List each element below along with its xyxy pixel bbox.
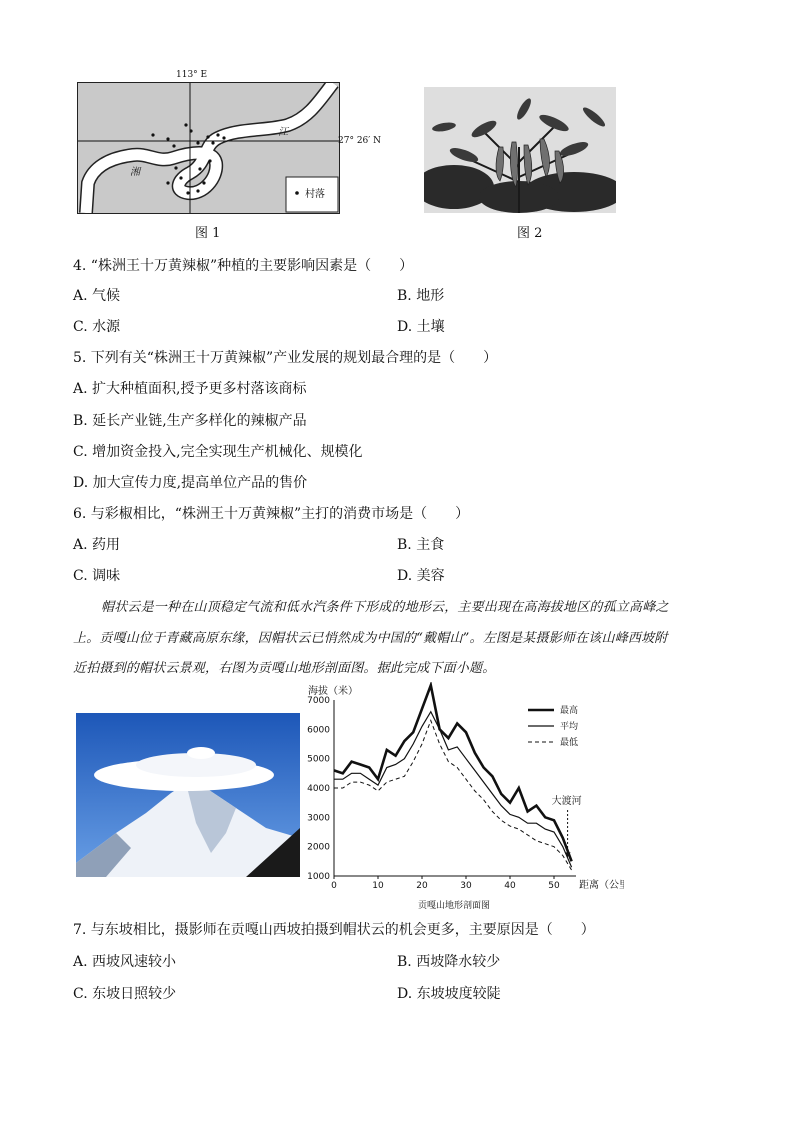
- question-6-stem: 6. 与彩椒相比，“株洲王十万黄辣椒”主打的消费市场是（ ）: [73, 506, 470, 522]
- series-line-2: [334, 712, 572, 868]
- y-tick-label: 5000: [307, 754, 330, 765]
- profile-chart-svg: [306, 682, 624, 912]
- question-5-option-c[interactable]: C. 增加资金投入,完全实现生产机械化、规模化: [73, 444, 363, 460]
- figure-2-caption: 图 2: [517, 226, 543, 241]
- question-6-option-d[interactable]: D. 美容: [397, 568, 445, 584]
- question-4-option-c[interactable]: C. 水源: [73, 319, 121, 335]
- cap-cloud-photo: [76, 713, 300, 877]
- question-7-option-c[interactable]: C. 东坡日照较少: [73, 986, 177, 1002]
- x-tick-label: 30: [460, 881, 472, 891]
- question-6-option-c[interactable]: C. 调味: [73, 568, 121, 584]
- figure-1-caption: 图 1: [195, 226, 221, 241]
- river-label-jiang: 江: [278, 127, 288, 138]
- passage-line-2: 上。贡嘎山位于青藏高原东缘，因帽状云已悄然成为中国的“戴帽山”。左图是某摄影师在该山峰西坡附: [73, 631, 668, 646]
- question-5-stem: 5. 下列有关“株洲王十万黄辣椒”产业发展的规划最合理的是（ ）: [73, 350, 498, 366]
- question-7-option-b[interactable]: B. 西坡降水较少: [397, 954, 501, 970]
- question-5-option-d[interactable]: D. 加大宣传力度,提高单位产品的售价: [73, 475, 308, 491]
- legend-label: 最低: [560, 738, 579, 748]
- x-tick-label: 20: [416, 881, 428, 891]
- pepper-plant-image: [424, 87, 616, 213]
- question-7-stem: 7. 与东坡相比，摄影师在贡嘎山西坡拍摄到帽状云的机会更多，主要原因是（ ）: [73, 922, 595, 938]
- y-tick-label: 1000: [307, 872, 330, 882]
- question-4-option-a[interactable]: A. 气候: [73, 288, 121, 304]
- y-tick-label: 3000: [307, 813, 330, 824]
- question-6-option-b[interactable]: B. 主食: [397, 537, 445, 553]
- chart-river-label: 大渡河: [551, 796, 582, 807]
- question-6-option-a[interactable]: A. 药用: [73, 537, 121, 553]
- river-map: [78, 83, 339, 213]
- profile-chart: [306, 682, 624, 912]
- figure-2-pepper-photo: [424, 87, 616, 213]
- y-tick-label: 7000: [307, 696, 330, 706]
- longitude-label: 113° E: [176, 70, 208, 80]
- x-tick-label: 50: [548, 881, 560, 891]
- passage-line-1: 帽状云是一种在山顶稳定气流和低水汽条件下形成的地形云，主要出现在高海拔地区的孤立高峰之: [101, 600, 669, 615]
- legend-label: 平均: [560, 722, 579, 732]
- question-4-stem: 4. “株洲王十万黄辣椒”种植的主要影响因素是（ ）: [73, 258, 414, 274]
- x-tick-label: 0: [331, 881, 337, 891]
- chart-xlabel: 距离（公: [579, 880, 619, 891]
- mountain-cap-cloud-image: [76, 713, 300, 877]
- passage-line-3: 近拍摄到的帽状云景观，右图为贡嘎山地形剖面图。据此完成下面小题。: [73, 661, 496, 676]
- question-5-option-b[interactable]: B. 延长产业链,生产多样化的辣椒产品: [73, 413, 307, 429]
- question-4-option-d[interactable]: D. 土壤: [397, 319, 445, 335]
- series-line-3: [334, 721, 572, 871]
- y-tick-label: 2000: [307, 842, 330, 853]
- legend-label: 最高: [560, 706, 579, 716]
- question-7-option-d[interactable]: D. 东坡坡度较陡: [397, 986, 501, 1002]
- question-5-option-a[interactable]: A. 扩大种植面积,授予更多村落该商标: [73, 381, 307, 397]
- y-tick-label: 6000: [307, 725, 330, 736]
- chart-title: 贡嘎山地形剖面图: [418, 901, 491, 911]
- legend-village-label: 村落: [305, 189, 325, 200]
- y-tick-label: 4000: [307, 784, 330, 794]
- x-tick-label: 10: [372, 881, 384, 891]
- x-tick-label: 40: [504, 881, 516, 891]
- latitude-label: 27° 26′ N: [338, 136, 382, 146]
- figure-1-map: [77, 82, 340, 214]
- chart-ylabel: 海拔（米）: [308, 686, 358, 697]
- question-4-option-b[interactable]: B. 地形: [397, 288, 445, 304]
- river-label-xiang: 湘: [130, 167, 140, 178]
- question-7-option-a[interactable]: A. 西坡风速较小: [73, 954, 177, 970]
- series-line-1: [334, 685, 572, 861]
